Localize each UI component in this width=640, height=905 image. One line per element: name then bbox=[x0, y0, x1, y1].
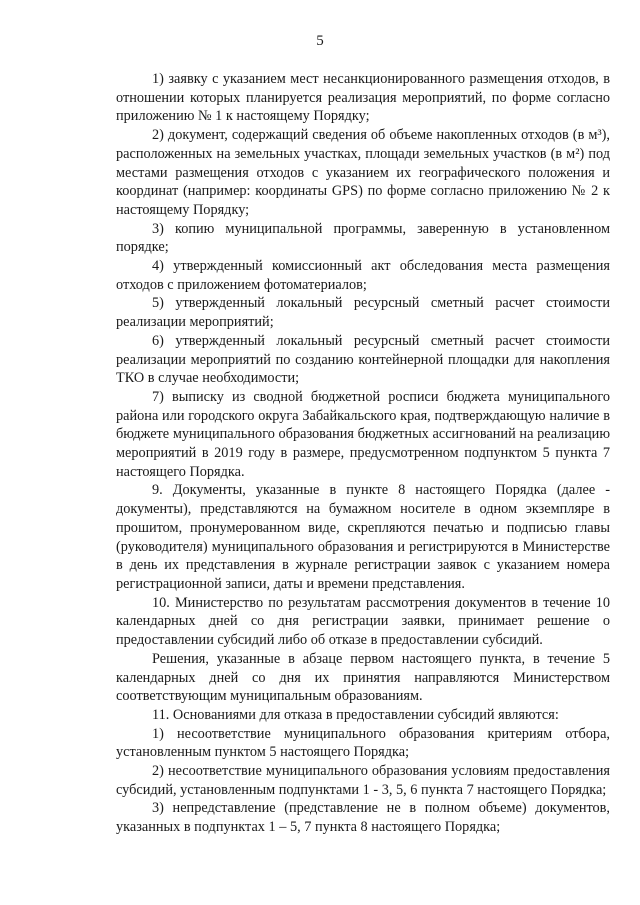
list-item-cost-estimate: 5) утвержденный локальный ресурсный сметный расчет стоимости реализации мероприятий; bbox=[116, 295, 610, 331]
list-item-application: 1) заявку с указанием мест несанкционированного размещения отходов, в отношении которых планируется реализация мероприятий, по форме согласно приложению № 1 к настоящему Порядку; bbox=[116, 71, 610, 125]
clause-10-notification: Решения, указанные в абзаце первом настоящего пункта, в течение 5 календарных дней со дня их принятия направляются Министерством соответствующим муниципальным образованиям. bbox=[116, 650, 610, 705]
list-item-municipal-program-copy: 3) копию муниципальной программы, заверенную в установленном порядке; bbox=[116, 220, 610, 256]
page-number: 5 bbox=[316, 33, 324, 49]
clause-11-refusal-grounds: 11. Основаниями для отказа в предоставлении субсидий являются: bbox=[152, 706, 559, 723]
list-item-budget-extract: 7) выписку из сводной бюджетной росписи бюджета муниципального района или городского округа Забайкальского края, подтверждающую наличие в бюджете муниципального образования бюджетных ассигнований на реализацию мероприятий в 2019 году в размере, предусмотренном подпунктом 5 пункта 7 настоящего Порядка. bbox=[116, 388, 610, 480]
clause-9-documents-submission: 9. Документы, указанные в пункте 8 настоящего Порядка (далее - документы), представляются на бумажном носителе в одном экземпляре в прошитом, пронумерованном виде, скрепляются печатью и подписью главы (руководителя) муниципального образования и регистрируются в Министерстве в день их представления в журнале регистрации заявок с указанием номера регистрационной записи, даты и времени представления. bbox=[116, 482, 610, 592]
refusal-ground-criteria: 1) несоответствие муниципального образования критериям отбора, установленным пунктом 5 настоящего Порядка; bbox=[116, 725, 610, 761]
clause-10-ministry-decision: 10. Министерство по результатам рассмотрения документов в течение 10 календарных дней со дня регистрации заявки, принимает решение о предоставлении субсидий либо об отказе в предоставлении субсидий. bbox=[116, 594, 610, 649]
refusal-ground-documents: 3) непредставление (представление не в полном объеме) документов, указанных в подпунктах 1 – 5, 7 пункта 8 настоящего Порядка; bbox=[116, 800, 610, 836]
list-item-waste-volume-document: 2) документ, содержащий сведения об объеме накопленных отходов (в м³), расположенных на земельных участках, площади земельных участков (в м²) под местами размещения отходов с указанием их географического положения и координат (например: координаты GPS) по форме согласно приложению № 2 к настоящему Порядку; bbox=[116, 127, 610, 218]
list-item-container-site-estimate: 6) утвержденный локальный ресурсный сметный расчет стоимости реализации мероприятий по созданию контейнерной площадки для накопления ТКО в случае необходимости; bbox=[116, 332, 610, 387]
document-body bbox=[116, 70, 610, 837]
list-item-inspection-act: 4) утвержденный комиссионный акт обследования места размещения отходов с приложением фотоматериалов; bbox=[116, 258, 610, 293]
refusal-ground-conditions: 2) несоответствие муниципального образования условиям предоставления субсидий, установленным подпунктами 1 - 3, 5, 6 пункта 7 настоящего Порядка; bbox=[116, 763, 610, 798]
